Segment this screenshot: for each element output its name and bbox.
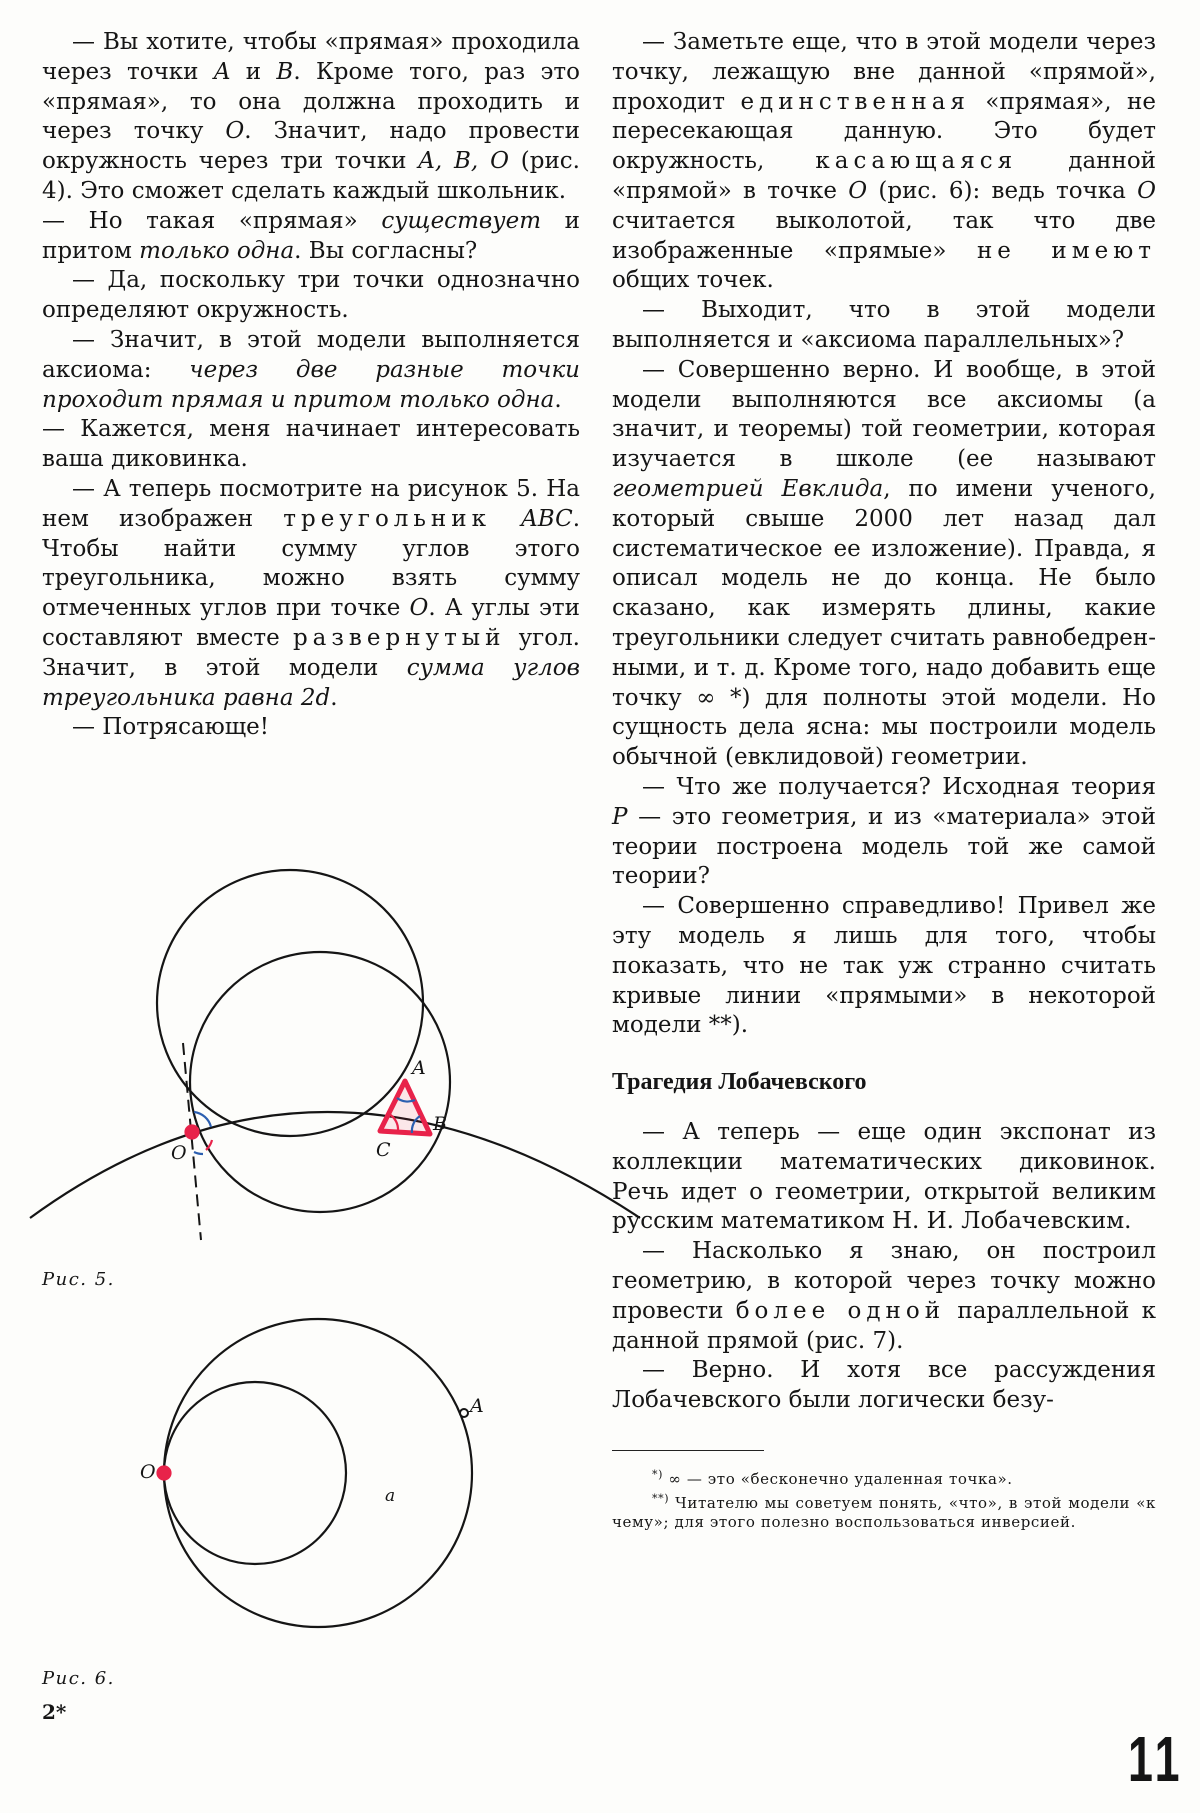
section-heading: Трагедия Лобачевского — [612, 1069, 867, 1096]
page-number: 11 — [1128, 1723, 1184, 1795]
label-a: A — [470, 1395, 484, 1417]
printer-signature: 2* — [42, 1700, 67, 1724]
footnote: **) Читателю мы советуем понять, «что», в этой модели «к чему»; для этого полезно воспользоваться инверсией. — [612, 1492, 1156, 1532]
outer-circle — [164, 1319, 472, 1627]
paragraph: — А теперь — еще один экспонат из коллекции математических диковинок. Речь идет о геометрии, открытой великим русским математиком Н. И. Лобачевским. — [612, 1119, 1156, 1235]
figure-5-caption: Рис. 5. — [42, 1269, 115, 1290]
label-a-lowercase: a — [385, 1486, 396, 1506]
label-o: O — [140, 1461, 156, 1483]
angle-arc-o-lower — [194, 1152, 203, 1154]
figure-6 — [158, 1319, 473, 1627]
paragraph: — Вы хотите, чтобы «прямая» проходила через точки A и B. Кроме того, раз это «прямая», то она должна проходить и через точку O. Значит, надо провести окружность через три точки A, B, O (рис. 4). Это сможет сделать каждый школьник. — [42, 29, 580, 204]
point-a — [460, 1409, 468, 1417]
figure-6-caption: Рис. 6. — [42, 1668, 115, 1689]
paragraph: — Выходит, что в этой модели выполняется и «аксиома параллельных»? — [612, 297, 1156, 353]
paragraph: — Насколько я знаю, он построил геометрию, в которой через точку можно провести более одной параллельной к данной прямой (рис. 7). — [612, 1238, 1156, 1354]
label-o: O — [171, 1142, 187, 1164]
figure-5 — [30, 870, 640, 1240]
upper-circle — [157, 870, 423, 1136]
label-c: C — [376, 1139, 391, 1161]
paragraph: — Верно. И хотя все рассуждения Лобачевского были логически безу- — [612, 1357, 1156, 1414]
inner-circle — [164, 1382, 346, 1564]
middle-circle — [190, 952, 450, 1212]
paragraph: — Кажется, меня начинает интересовать ваша диковинка. — [42, 416, 580, 473]
footnote: *) ∞ — это «бесконечно удаленная точка». — [652, 1468, 1013, 1489]
point-o — [186, 1126, 199, 1139]
paragraph: — Да, поскольку три точки однозначно определяют окружность. — [42, 267, 580, 324]
paragraph: — Заметьте еще, что в этой модели через точку, лежащую вне данной «прямой», проходит единственная «прямая», не пересекающая данную. Это будет окружность, касающаяся данной «прямой» в точке O (рис. 6): ведь точка O считается выколотой, так что две изображенные «прямые» не имеют общих точек. — [612, 29, 1156, 294]
paragraph: — Совершенно верно. И вообще, в этой модели выполняются все аксиомы (а значит, и теоремы) той геометрии, которая изучается в школе (ее называют геометрией Евклида, по имени ученого, который свыше 2000 лет назад дал систематическое ее изложение). Правда, я описал модель не до конца. Не было сказано, как измерять длины, какие треугольники следует считать равнобедренными, и т. д. Кроме того, надо добавить еще точку ∞ *) для полноты этой модели. Но сущность дела ясна: мы построили модель обычной (евклидовой) геометрии. — [612, 356, 1156, 771]
point-o — [158, 1467, 171, 1480]
paragraph: — Совершенно справедливо! Привел же эту модель я лишь для того, чтобы показать, что не так уж странно считать кривые линии «прямыми» в некоторой модели **). — [612, 893, 1156, 1039]
label-b: B — [433, 1113, 447, 1135]
paragraph: — Потрясающе! — [72, 714, 270, 741]
paragraph: — Что же получается? Исходная теория P — это геометрия, и из «материала» этой теории построена модель той же самой теории? — [612, 773, 1156, 890]
paragraph: — Но такая «прямая» существует и притом только одна. Вы согласны? — [42, 207, 580, 264]
paragraph: — Значит, в этой модели выполняется аксиома: через две разные точки проходит прямая и притом только одна. — [42, 326, 580, 413]
label-a: A — [412, 1057, 426, 1079]
triangle-abc — [380, 1081, 430, 1134]
paragraph: — А теперь посмотрите на рисунок 5. На нем изображен треугольник ABC. Чтобы найти сумму углов этого треугольника, можно взять сумму отмеченных углов при точке O. А углы эти составляют вместе развернутый угол. Значит, в этой модели сумма углов треугольника равна 2d. — [42, 475, 580, 711]
